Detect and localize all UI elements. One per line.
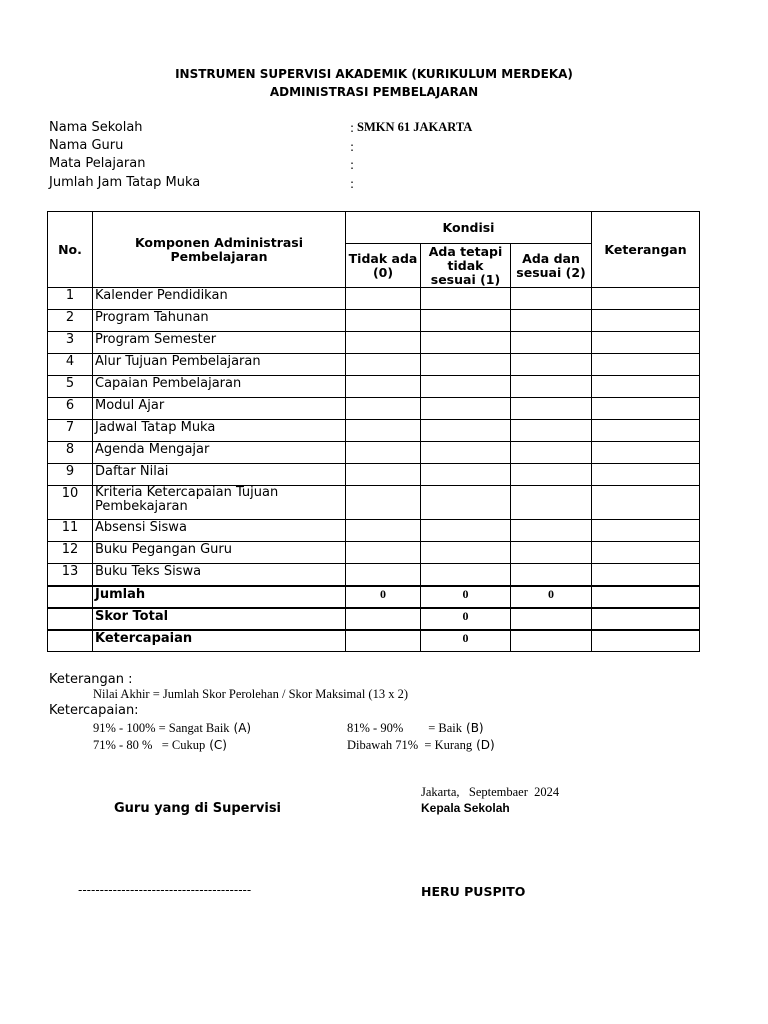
- ketercapaian-value: 0: [421, 630, 511, 652]
- row-number: 9: [48, 464, 93, 486]
- row-component: Program Tahunan: [93, 310, 346, 332]
- teacher-name-label: Nama Guru: [49, 138, 124, 153]
- cell-keterangan[interactable]: [592, 520, 700, 542]
- table-row: [48, 464, 700, 486]
- subject-label: Mata Pelajaran: [49, 156, 146, 171]
- header-no: No.: [48, 212, 93, 288]
- principal-signature-label: Kepala Sekolah: [421, 801, 510, 815]
- table-row: [48, 332, 700, 354]
- cell-ada-dan[interactable]: [511, 442, 592, 464]
- row-number: 6: [48, 398, 93, 420]
- final-score-formula: Nilai Akhir = Jumlah Skor Perolehan / Skor Maksimal (13 x 2): [93, 687, 409, 701]
- document-title: INSTRUMEN SUPERVISI AKADEMIK (KURIKULUM MERDEKA): [175, 67, 573, 81]
- jumlah-tidak-ada: 0: [346, 586, 421, 608]
- cell-tidak-ada[interactable]: [346, 520, 421, 542]
- cell-ada-tetapi[interactable]: [421, 486, 511, 520]
- header-ada-dan: Ada dan sesuai (2): [511, 244, 592, 288]
- row-component: Daftar Nilai: [93, 464, 346, 486]
- row-number: 2: [48, 310, 93, 332]
- header-ada-tetapi: Ada tetapi tidak sesuai (1): [421, 244, 511, 288]
- cell-tidak-ada[interactable]: [346, 564, 421, 587]
- cell-ada-dan[interactable]: [511, 486, 592, 520]
- table-row: [48, 542, 700, 564]
- cell-ada-dan[interactable]: [511, 564, 592, 587]
- cell-ada-dan[interactable]: [511, 288, 592, 310]
- skor-total-label: Skor Total: [93, 608, 346, 630]
- table-row: [48, 420, 700, 442]
- table-row: [48, 354, 700, 376]
- cell-keterangan[interactable]: [592, 332, 700, 354]
- row-number: 8: [48, 442, 93, 464]
- cell-tidak-ada[interactable]: [346, 332, 421, 354]
- cell-ada-tetapi[interactable]: [421, 520, 511, 542]
- table-row: [48, 564, 700, 587]
- cell-keterangan[interactable]: [592, 464, 700, 486]
- subject-colon: :: [350, 158, 355, 172]
- row-component: Buku Teks Siswa: [93, 564, 346, 587]
- teacher-name-colon: :: [350, 140, 355, 154]
- jumlah-label: Jumlah: [93, 586, 346, 608]
- row-component: Jadwal Tatap Muka: [93, 420, 346, 442]
- notes-label: Keterangan :: [49, 672, 133, 687]
- cell-ada-tetapi[interactable]: [421, 464, 511, 486]
- jumlah-row: [48, 586, 700, 608]
- cell-ada-tetapi[interactable]: [421, 354, 511, 376]
- cell-keterangan[interactable]: [592, 398, 700, 420]
- principal-name: HERU PUSPITO: [421, 884, 526, 899]
- hours-label: Jumlah Jam Tatap Muka: [49, 175, 201, 190]
- header-kondisi: Kondisi: [346, 212, 592, 244]
- skor-total-row: [48, 608, 700, 630]
- document-subtitle: ADMINISTRASI PEMBELAJARAN: [269, 85, 479, 99]
- cell-ada-tetapi[interactable]: [421, 442, 511, 464]
- table-row: [48, 310, 700, 332]
- row-number: 11: [48, 520, 93, 542]
- grade-a-text: 91% - 100% = Sangat Baik: [93, 721, 230, 735]
- grade-b: [347, 720, 484, 736]
- cell-tidak-ada[interactable]: [346, 420, 421, 442]
- cell-ada-dan[interactable]: [511, 542, 592, 564]
- skor-total-value: 0: [421, 608, 511, 630]
- cell-ada-dan[interactable]: [511, 398, 592, 420]
- row-component: Agenda Mengajar: [93, 442, 346, 464]
- cell-ada-tetapi[interactable]: [421, 310, 511, 332]
- grade-c: [93, 737, 227, 753]
- row-component: Capaian Pembelajaran: [93, 376, 346, 398]
- ketercapaian-row: [48, 630, 700, 652]
- cell-tidak-ada[interactable]: [346, 288, 421, 310]
- row-component: Program Semester: [93, 332, 346, 354]
- ketercapaian-label: Ketercapaian: [93, 630, 346, 652]
- jumlah-ada-tetapi: 0: [421, 586, 511, 608]
- cell-tidak-ada[interactable]: [346, 376, 421, 398]
- table-row: [48, 288, 700, 310]
- grade-c-code: (C): [209, 738, 227, 752]
- cell-keterangan[interactable]: [592, 442, 700, 464]
- cell-keterangan[interactable]: [592, 486, 700, 520]
- table-row: [48, 486, 700, 520]
- hours-colon: :: [350, 177, 355, 191]
- cell-keterangan[interactable]: [592, 354, 700, 376]
- cell-ada-tetapi[interactable]: [421, 376, 511, 398]
- row-component: Buku Pegangan Guru: [93, 542, 346, 564]
- cell-ada-dan[interactable]: [511, 464, 592, 486]
- cell-ada-dan[interactable]: [511, 354, 592, 376]
- grade-d-text: Dibawah 71% = Kurang: [347, 738, 473, 752]
- row-number: 12: [48, 542, 93, 564]
- cell-tidak-ada[interactable]: [346, 542, 421, 564]
- cell-ada-tetapi[interactable]: [421, 398, 511, 420]
- grade-b-text: 81% - 90% = Baik: [347, 721, 463, 735]
- table-row: [48, 520, 700, 542]
- school-name-value: SMKN 61 JAKARTA: [357, 120, 473, 134]
- grade-d-code: (D): [476, 738, 495, 752]
- row-number: 3: [48, 332, 93, 354]
- header-tidak-ada: Tidak ada (0): [346, 244, 421, 288]
- supervision-table: [47, 211, 700, 652]
- cell-ada-tetapi[interactable]: [421, 542, 511, 564]
- row-number: 13: [48, 564, 93, 587]
- cell-tidak-ada[interactable]: [346, 398, 421, 420]
- cell-keterangan[interactable]: [592, 288, 700, 310]
- cell-ada-tetapi[interactable]: [421, 564, 511, 587]
- cell-tidak-ada[interactable]: [346, 354, 421, 376]
- cell-tidak-ada[interactable]: [346, 310, 421, 332]
- row-number: 1: [48, 288, 93, 310]
- header-keterangan: Keterangan: [592, 212, 700, 288]
- jumlah-ada-dan: 0: [511, 586, 592, 608]
- cell-keterangan[interactable]: [592, 420, 700, 442]
- cell-ada-tetapi[interactable]: [421, 332, 511, 354]
- grade-d: [347, 737, 495, 753]
- cell-keterangan[interactable]: [592, 310, 700, 332]
- cell-tidak-ada[interactable]: [346, 486, 421, 520]
- row-component: Kalender Pendidikan: [93, 288, 346, 310]
- table-row: [48, 442, 700, 464]
- cell-ada-tetapi[interactable]: [421, 288, 511, 310]
- cell-ada-dan[interactable]: [511, 332, 592, 354]
- achievement-label: Ketercapaian:: [49, 703, 139, 718]
- row-number: 4: [48, 354, 93, 376]
- cell-tidak-ada[interactable]: [346, 442, 421, 464]
- teacher-signature-line: ----------------------------------------: [78, 883, 252, 897]
- grade-a: [93, 720, 251, 736]
- cell-keterangan[interactable]: [592, 542, 700, 564]
- cell-ada-dan[interactable]: [511, 376, 592, 398]
- cell-ada-dan[interactable]: [511, 520, 592, 542]
- place-date: Jakarta, Septembaer 2024: [421, 785, 560, 799]
- cell-ada-tetapi[interactable]: [421, 420, 511, 442]
- school-name-label: Nama Sekolah: [49, 120, 143, 135]
- row-component: Kriteria Ketercapaian Tujuan Pembekajaran: [93, 486, 346, 520]
- row-number: 7: [48, 420, 93, 442]
- row-component: Alur Tujuan Pembelajaran: [93, 354, 346, 376]
- header-komponen: Komponen Administrasi Pembelajaran: [93, 212, 346, 288]
- grade-a-code: (A): [233, 721, 252, 735]
- cell-tidak-ada[interactable]: [346, 464, 421, 486]
- table-row: [48, 376, 700, 398]
- school-name-colon: :: [350, 121, 355, 135]
- cell-ada-dan[interactable]: [511, 310, 592, 332]
- cell-ada-dan[interactable]: [511, 420, 592, 442]
- row-number: 10: [48, 486, 93, 520]
- teacher-signature-label: Guru yang di Supervisi: [114, 801, 282, 816]
- row-number: 5: [48, 376, 93, 398]
- row-component: Absensi Siswa: [93, 520, 346, 542]
- cell-keterangan[interactable]: [592, 376, 700, 398]
- grade-c-text: 71% - 80 % = Cukup: [93, 738, 206, 752]
- row-component: Modul Ajar: [93, 398, 346, 420]
- table-row: [48, 398, 700, 420]
- grade-b-code: (B): [466, 721, 484, 735]
- cell-keterangan[interactable]: [592, 564, 700, 587]
